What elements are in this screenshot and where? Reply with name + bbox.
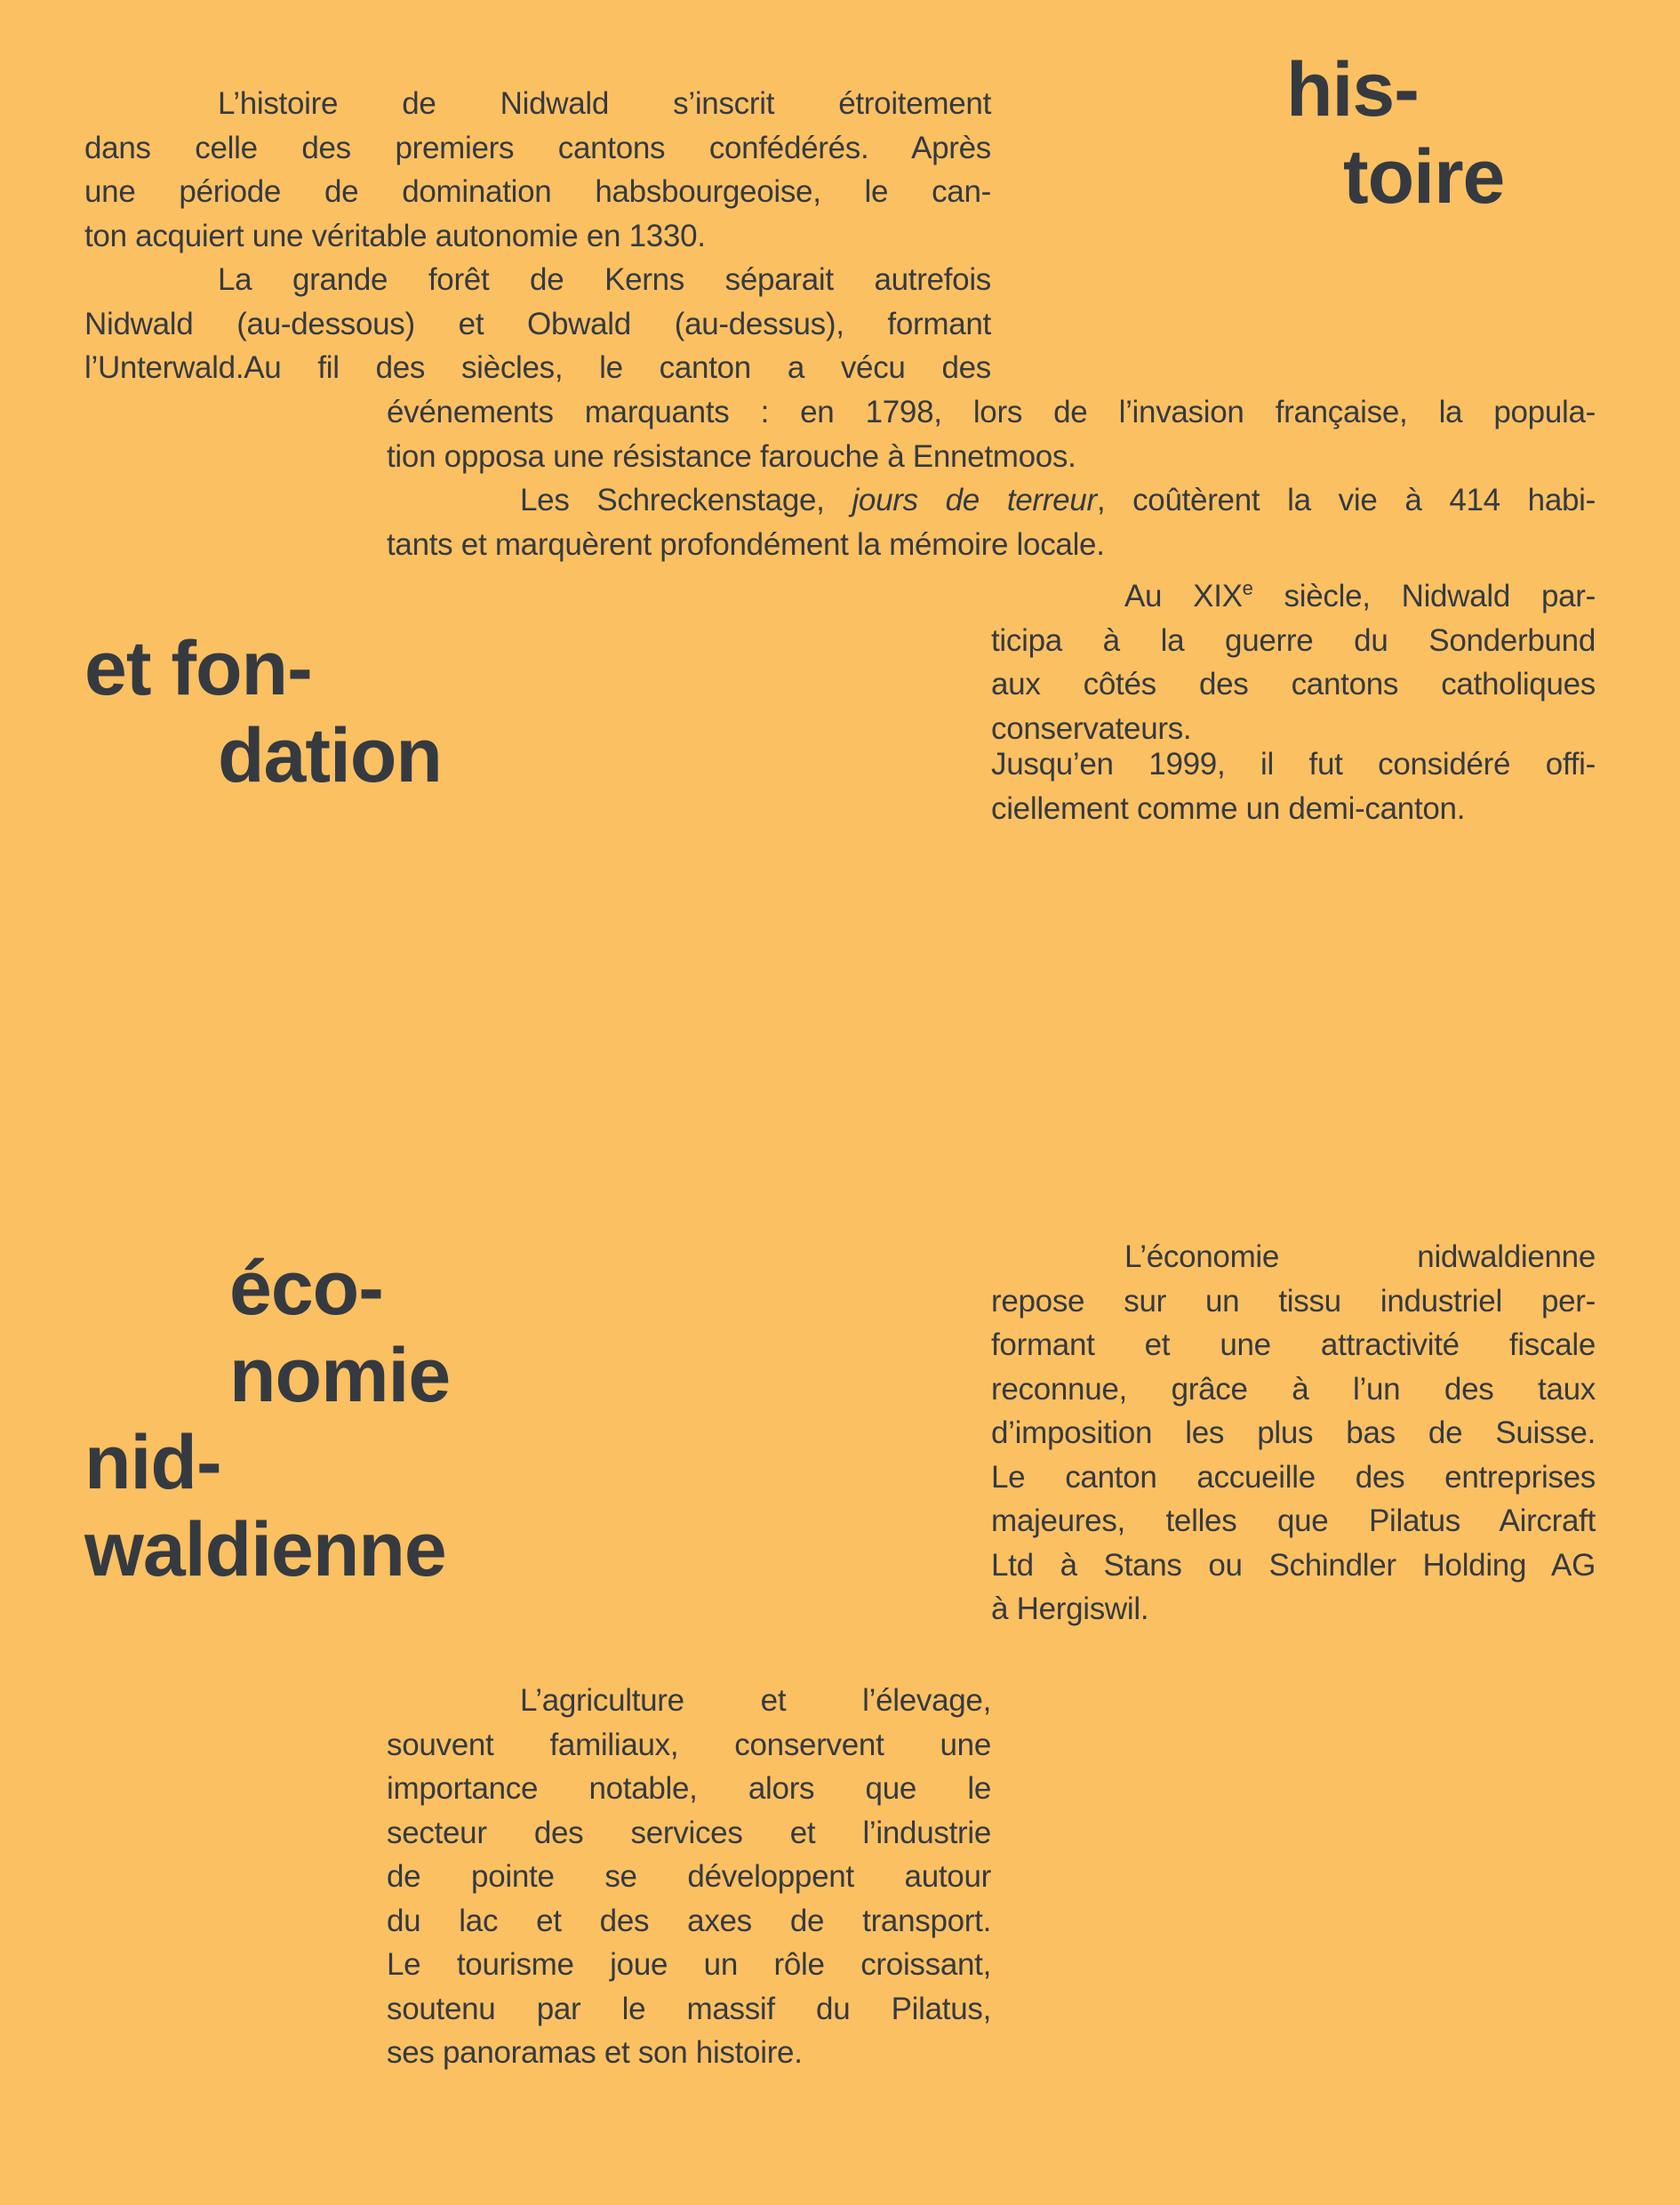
title-fondation (84, 625, 618, 799)
history-paragraph-1 (84, 82, 991, 258)
text-line: de pointe se développent autour (387, 1859, 991, 1894)
title-line: waldienne (84, 1507, 446, 1592)
italic-phrase: jours de terreur (852, 483, 1097, 517)
history-paragraph-4 (991, 566, 1596, 750)
text-line: L’agriculture et l’élevage, (520, 1683, 991, 1718)
text-line: Jusqu’en 1999, il fut considéré offi- (991, 747, 1596, 782)
history-paragraph-5 (991, 742, 1596, 830)
text-line: importance notable, alors que le (387, 1771, 991, 1806)
text-segment: Les Schreckenstage, (520, 483, 852, 517)
text-line: conservateurs. (991, 710, 1192, 746)
text-line: L’économie nidwaldienne (1124, 1239, 1596, 1274)
title-line: nid- (84, 1420, 221, 1505)
economy-paragraph-2 (387, 1679, 991, 2075)
title-line: et fon- (84, 626, 312, 711)
title-line: nomie (229, 1333, 451, 1418)
history-paragraph-3 (387, 478, 1596, 566)
text-line: Le canton accueille des entreprises (991, 1459, 1596, 1495)
title-line: éco- (229, 1246, 383, 1331)
text-line: reconnue, grâce à l’un des taux (991, 1371, 1596, 1407)
title-histoire (1286, 46, 1642, 220)
text-line: souvent familiaux, conservent une (387, 1727, 991, 1762)
title-economie (84, 1245, 707, 1593)
text-line (991, 566, 1596, 619)
text-line: ses panoramas et son histoire. (387, 2035, 803, 2070)
text-line: ticipa à la guerre du Sonderbund (991, 622, 1596, 658)
text-line: aux côtés des cantons catholiques (991, 667, 1596, 702)
text-segment: siècle, Nidwald par- (1252, 579, 1596, 613)
text-line: Ltd à Stans ou Schindler Holding AG (991, 1547, 1596, 1583)
text-line: dans celle des premiers cantons confédérés. Après (84, 130, 991, 165)
text-line: tion opposa une résistance farouche à Ennetmoos. (387, 438, 1076, 474)
text-line: ciellement comme un demi-canton. (991, 790, 1466, 826)
text-line: tants et marquèrent profondément la mémoire locale. (387, 526, 1105, 562)
text-line: Le tourisme joue un rôle croissant, (387, 1947, 991, 1982)
text-line: secteur des services et l’industrie (387, 1815, 991, 1850)
history-paragraph-2-continued (387, 390, 1596, 478)
title-line: toire (1343, 134, 1505, 220)
text-segment: Au XIX (1124, 579, 1243, 613)
text-line: formant et une attractivité fiscale (991, 1327, 1596, 1362)
text-line (387, 478, 1596, 523)
history-paragraph-2 (84, 258, 991, 390)
title-line: dation (218, 713, 442, 798)
text-line: une période de domination habsbourgeoise, le can- (84, 174, 991, 209)
text-line: soutenu par le massif du Pilatus, (387, 1991, 991, 2026)
text-line: repose sur un tissu industriel per- (991, 1283, 1596, 1319)
text-line: du lac et des axes de transport. (387, 1903, 991, 1938)
text-line: événements marquants : en 1798, lors de l’invasion française, la popula- (387, 395, 1596, 429)
superscript: e (1242, 577, 1253, 599)
text-line: L’histoire de Nidwald s’inscrit étroitement (218, 86, 991, 121)
economy-paragraph-1 (991, 1235, 1596, 1632)
text-line: ton acquiert une véritable autonomie en 1330. (84, 218, 706, 253)
text-line: l’Unterwald.Au fil des siècles, le canton a vécu des (84, 350, 991, 385)
text-segment: , coûtèrent la vie à 414 habi- (1096, 483, 1596, 517)
text-line: à Hergiswil. (991, 1592, 1149, 1626)
text-line: d’imposition les plus bas de Suisse. (991, 1415, 1596, 1450)
title-line: his- (1286, 47, 1419, 132)
text-line: majeures, telles que Pilatus Aircraft (991, 1503, 1596, 1538)
text-line: Nidwald (au-dessous) et Obwald (au-dessus), formant (84, 306, 991, 341)
text-line: La grande forêt de Kerns séparait autrefois (218, 262, 991, 297)
